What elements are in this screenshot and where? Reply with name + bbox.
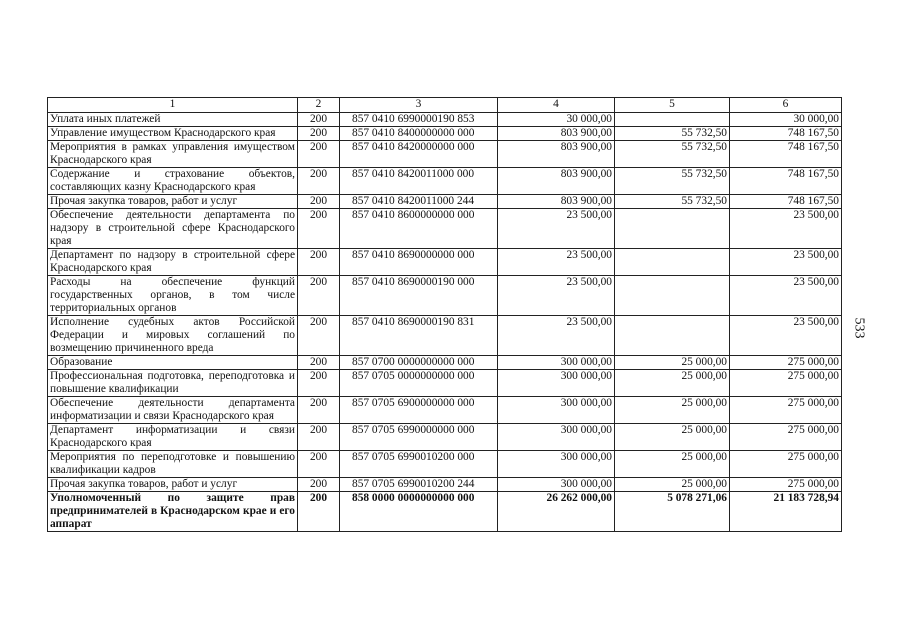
table-row <box>48 168 842 195</box>
row-code-2: 200 <box>298 127 340 141</box>
row-budget-code: 857 0705 6900000000 000 <box>340 397 498 424</box>
table-row <box>48 249 842 276</box>
table-row <box>48 141 842 168</box>
row-value-5: 55 732,50 <box>615 127 730 141</box>
row-value-5: 25 000,00 <box>615 370 730 397</box>
row-budget-code: 857 0410 8690000190 831 <box>340 316 498 356</box>
row-value-5: 25 000,00 <box>615 397 730 424</box>
column-header: 3 <box>340 98 498 113</box>
row-value-6: 23 500,00 <box>730 276 842 316</box>
row-value-6: 30 000,00 <box>730 113 842 127</box>
row-value-5: 55 732,50 <box>615 168 730 195</box>
row-budget-code: 857 0410 8420011000 000 <box>340 168 498 195</box>
row-value-6: 275 000,00 <box>730 424 842 451</box>
row-code-2: 200 <box>298 168 340 195</box>
row-budget-code: 857 0410 6990000190 853 <box>340 113 498 127</box>
row-value-6: 23 500,00 <box>730 209 842 249</box>
row-value-6: 275 000,00 <box>730 397 842 424</box>
column-header: 2 <box>298 98 340 113</box>
row-code-2: 200 <box>298 195 340 209</box>
table-row <box>48 492 842 532</box>
table-row <box>48 356 842 370</box>
row-code-2: 200 <box>298 316 340 356</box>
row-value-4: 23 500,00 <box>498 316 615 356</box>
row-code-2: 200 <box>298 492 340 532</box>
row-value-5: 55 732,50 <box>615 195 730 209</box>
row-code-2: 200 <box>298 451 340 478</box>
row-code-2: 200 <box>298 478 340 492</box>
row-value-4: 23 500,00 <box>498 209 615 249</box>
table-row <box>48 370 842 397</box>
row-value-6: 275 000,00 <box>730 356 842 370</box>
row-budget-code: 857 0705 6990010200 244 <box>340 478 498 492</box>
row-budget-code: 857 0705 0000000000 000 <box>340 370 498 397</box>
row-code-2: 200 <box>298 249 340 276</box>
row-description: Исполнение судебных актов Российской Федерации и мировых соглашений по возмещению причиненного вреда <box>48 316 298 356</box>
row-value-5: 25 000,00 <box>615 478 730 492</box>
row-value-6: 23 500,00 <box>730 249 842 276</box>
row-value-5 <box>615 316 730 356</box>
column-header: 6 <box>730 98 842 113</box>
row-value-4: 803 900,00 <box>498 195 615 209</box>
table-row <box>48 316 842 356</box>
row-value-4: 300 000,00 <box>498 478 615 492</box>
row-value-4: 300 000,00 <box>498 424 615 451</box>
row-description: Уплата иных платежей <box>48 113 298 127</box>
row-budget-code: 857 0700 0000000000 000 <box>340 356 498 370</box>
row-code-2: 200 <box>298 397 340 424</box>
row-value-5: 25 000,00 <box>615 451 730 478</box>
row-budget-code: 857 0705 6990000000 000 <box>340 424 498 451</box>
row-description: Обеспечение деятельности департамента информатизации и связи Краснодарского края <box>48 397 298 424</box>
row-code-2: 200 <box>298 209 340 249</box>
row-code-2: 200 <box>298 356 340 370</box>
row-budget-code: 857 0410 8690000000 000 <box>340 249 498 276</box>
row-code-2: 200 <box>298 424 340 451</box>
table-row <box>48 195 842 209</box>
row-code-2: 200 <box>298 113 340 127</box>
row-value-4: 26 262 000,00 <box>498 492 615 532</box>
row-value-5 <box>615 249 730 276</box>
row-value-6: 275 000,00 <box>730 370 842 397</box>
row-value-5 <box>615 209 730 249</box>
column-header: 1 <box>48 98 298 113</box>
row-code-2: 200 <box>298 370 340 397</box>
row-code-2: 200 <box>298 276 340 316</box>
page-number: 533 <box>851 317 867 339</box>
row-value-4: 803 900,00 <box>498 127 615 141</box>
row-value-4: 23 500,00 <box>498 276 615 316</box>
row-value-4: 30 000,00 <box>498 113 615 127</box>
row-value-6: 275 000,00 <box>730 451 842 478</box>
table-row <box>48 276 842 316</box>
row-description: Департамент по надзору в строительной сфере Краснодарского края <box>48 249 298 276</box>
row-value-4: 23 500,00 <box>498 249 615 276</box>
row-description: Уполномоченный по защите прав предпринимателей в Краснодарском крае и его аппарат <box>48 492 298 532</box>
column-header: 4 <box>498 98 615 113</box>
row-value-5 <box>615 276 730 316</box>
row-value-4: 300 000,00 <box>498 397 615 424</box>
row-value-6: 23 500,00 <box>730 316 842 356</box>
row-value-6: 21 183 728,94 <box>730 492 842 532</box>
row-description: Прочая закупка товаров, работ и услуг <box>48 478 298 492</box>
row-description: Обеспечение деятельности департамента по надзору в строительной сфере Краснодарского края <box>48 209 298 249</box>
table-row <box>48 478 842 492</box>
row-value-4: 300 000,00 <box>498 370 615 397</box>
row-description: Образование <box>48 356 298 370</box>
row-description: Управление имуществом Краснодарского края <box>48 127 298 141</box>
table-row <box>48 113 842 127</box>
row-description: Мероприятия по переподготовке и повышению квалификации кадров <box>48 451 298 478</box>
row-description: Расходы на обеспечение функций государственных органов, в том числе территориальных органов <box>48 276 298 316</box>
row-value-4: 803 900,00 <box>498 141 615 168</box>
row-value-5: 5 078 271,06 <box>615 492 730 532</box>
table-row <box>48 397 842 424</box>
table-header-row <box>48 98 842 113</box>
row-value-6: 275 000,00 <box>730 478 842 492</box>
table-row <box>48 127 842 141</box>
table-row <box>48 209 842 249</box>
row-budget-code: 857 0410 8420011000 244 <box>340 195 498 209</box>
row-description: Содержание и страхование объектов, составляющих казну Краснодарского края <box>48 168 298 195</box>
row-value-6: 748 167,50 <box>730 141 842 168</box>
column-header: 5 <box>615 98 730 113</box>
row-budget-code: 858 0000 0000000000 000 <box>340 492 498 532</box>
row-value-4: 300 000,00 <box>498 356 615 370</box>
row-value-4: 803 900,00 <box>498 168 615 195</box>
row-budget-code: 857 0410 8400000000 000 <box>340 127 498 141</box>
row-code-2: 200 <box>298 141 340 168</box>
row-value-4: 300 000,00 <box>498 451 615 478</box>
row-value-6: 748 167,50 <box>730 127 842 141</box>
row-description: Мероприятия в рамках управления имуществом Краснодарского края <box>48 141 298 168</box>
table-row <box>48 451 842 478</box>
row-budget-code: 857 0410 8600000000 000 <box>340 209 498 249</box>
row-budget-code: 857 0410 8690000190 000 <box>340 276 498 316</box>
row-description: Департамент информатизации и связи Краснодарского края <box>48 424 298 451</box>
table-row <box>48 424 842 451</box>
row-value-5: 25 000,00 <box>615 356 730 370</box>
row-value-5: 55 732,50 <box>615 141 730 168</box>
row-description: Профессиональная подготовка, переподготовка и повышение квалификации <box>48 370 298 397</box>
budget-table <box>47 97 842 532</box>
row-value-6: 748 167,50 <box>730 168 842 195</box>
row-budget-code: 857 0410 8420000000 000 <box>340 141 498 168</box>
row-value-5 <box>615 113 730 127</box>
row-description: Прочая закупка товаров, работ и услуг <box>48 195 298 209</box>
row-value-6: 748 167,50 <box>730 195 842 209</box>
row-budget-code: 857 0705 6990010200 000 <box>340 451 498 478</box>
row-value-5: 25 000,00 <box>615 424 730 451</box>
